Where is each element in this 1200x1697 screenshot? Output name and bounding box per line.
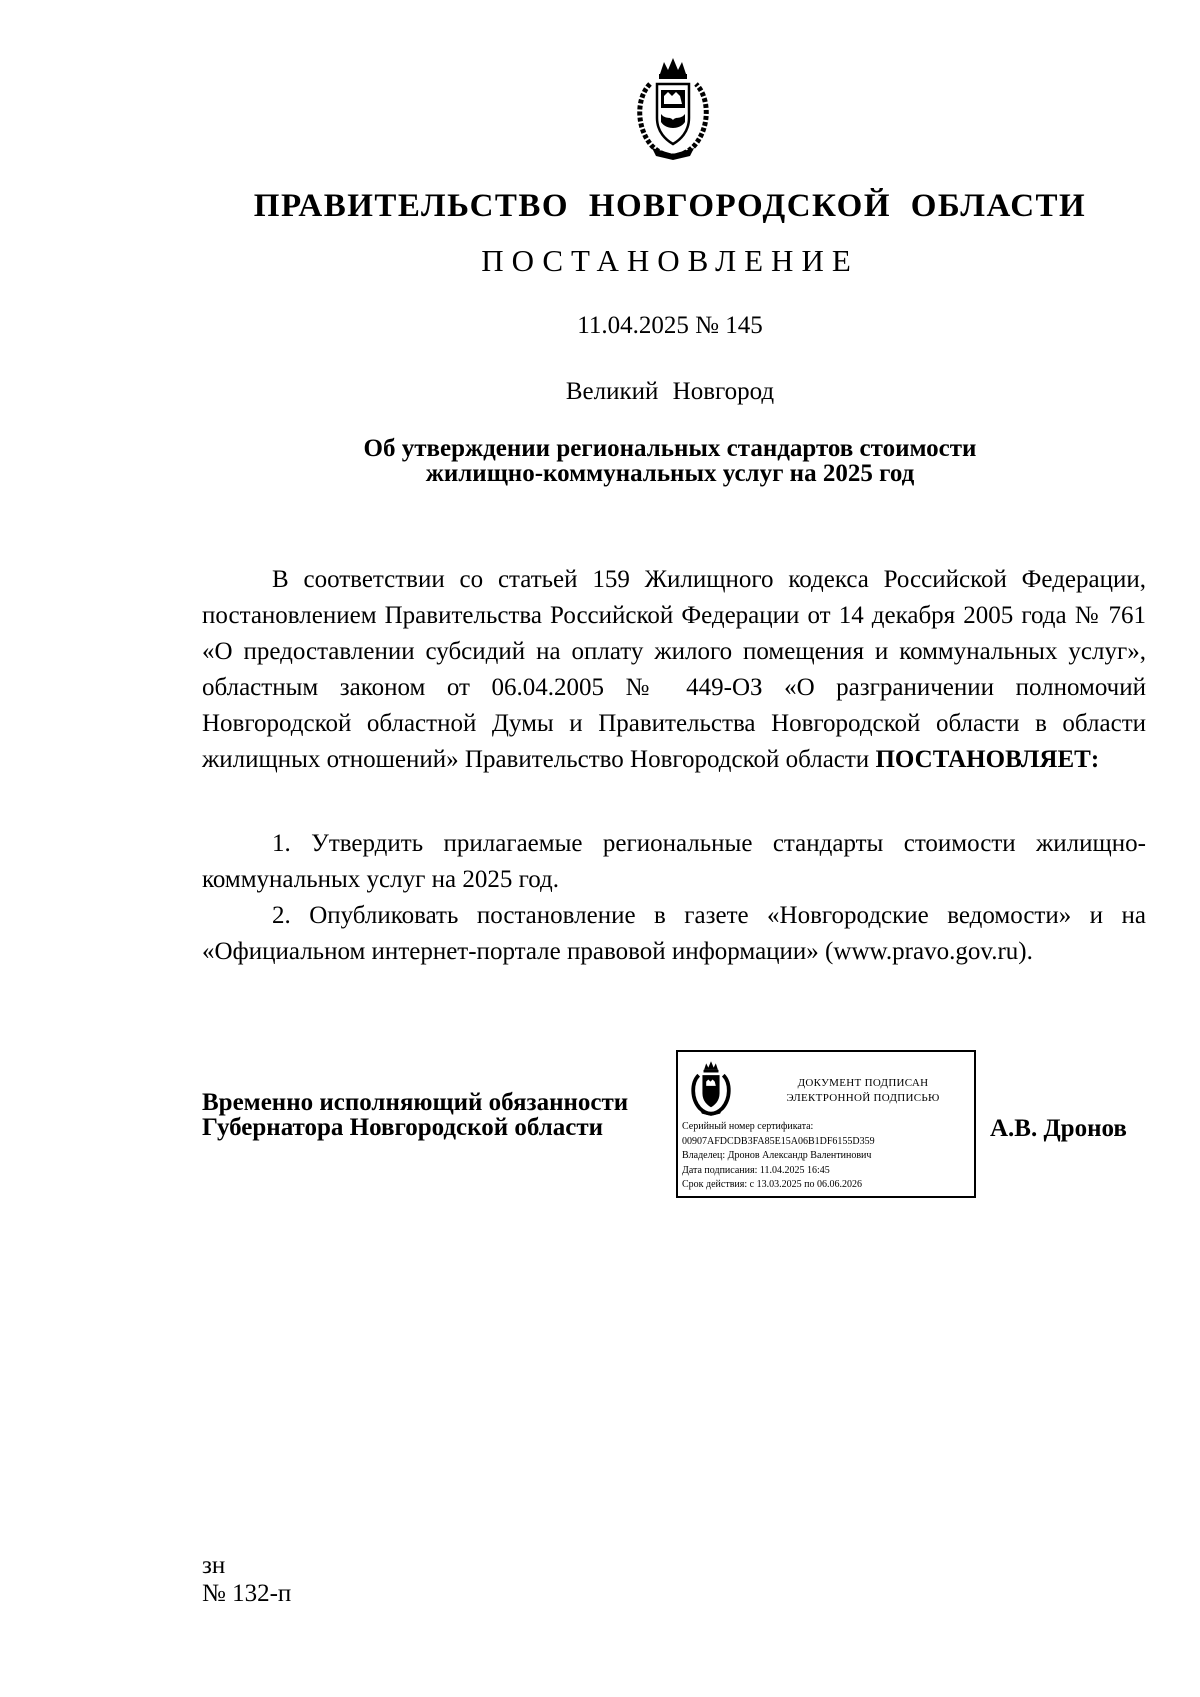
footer-code: зн (202, 1552, 226, 1579)
resolves-keyword: ПОСТАНОВЛЯЕТ: (875, 746, 1100, 773)
stamp-serial: 00907AFDCDB3FA85E15A06B1DF6155D359 (682, 1135, 875, 1147)
document-footer (202, 1552, 291, 1608)
stamp-title (758, 1076, 968, 1106)
document-type: ПОСТАНОВЛЕНИЕ (481, 243, 859, 278)
position-line-2: Губернатора Новгородской области (202, 1114, 604, 1141)
stamp-title-line-2: ЭЛЕКТРОННОЙ ПОДПИСЬЮ (786, 1092, 940, 1104)
stamp-owner: Владелец: Дронов Александр Валентинович (682, 1150, 872, 1161)
stamp-title-line-1: ДОКУМЕНТ ПОДПИСАН (797, 1077, 929, 1089)
footer-number: № 132-п (202, 1580, 292, 1607)
document-city: Великий Новгород (565, 378, 775, 405)
organization-title: ПРАВИТЕЛЬСТВО НОВГОРОДСКОЙ ОБЛАСТИ (253, 188, 1087, 224)
stamp-serial-label: Серийный номер сертификата: (682, 1121, 814, 1132)
signer-name: А.В. Дронов (990, 1115, 1127, 1142)
stamp-emblem-icon (688, 1060, 734, 1116)
signer-position (202, 1090, 628, 1140)
stamp-signed-date: Дата подписания: 11.04.2025 16:45 (682, 1164, 830, 1176)
resolution-item-1 (202, 826, 1146, 898)
preamble-paragraph (202, 562, 1146, 778)
item-2-text: 2. Опубликовать постановление в газете «Новгородские ведомости» и на «Официальном интернет-портале правовой информации» (www.pravo.gov.ru). (202, 902, 1146, 965)
resolution-item-2 (202, 898, 1146, 970)
document-date-number: 11.04.2025 № 145 (577, 312, 763, 339)
subject-line-2: жилищно-коммунальных услуг на 2025 год (425, 460, 915, 487)
subject-line-1: Об утверждении региональных стандартов стоимости (363, 435, 977, 462)
electronic-signature-stamp (676, 1050, 976, 1198)
stamp-details (682, 1120, 875, 1193)
item-1-text: 1. Утвердить прилагаемые региональные стандарты стоимости жилищно-коммунальных услуг на 2025 год. (202, 830, 1146, 893)
stamp-validity: Срок действия: с 13.03.2025 по 06.06.2026 (682, 1179, 862, 1190)
position-line-1: Временно исполняющий обязанности (202, 1089, 629, 1116)
preamble-text: В соответствии со статьей 159 Жилищного кодекса Российской Федерации, постановлением Правительства Российской Федерации от 14 декабря 2005 года № 761 «О предоставлении субсидий на оплату жилого помещения и коммунальных услуг», областным законом от 06.04.2005 № 449-ОЗ «О разграничении полномочий Новгородской областной Думы и Правительства Новгородской области в области жилищных отношений» Правительство Новгородской области (202, 566, 1146, 773)
coat-of-arms-emblem (630, 56, 716, 160)
document-subject (0, 436, 1200, 486)
